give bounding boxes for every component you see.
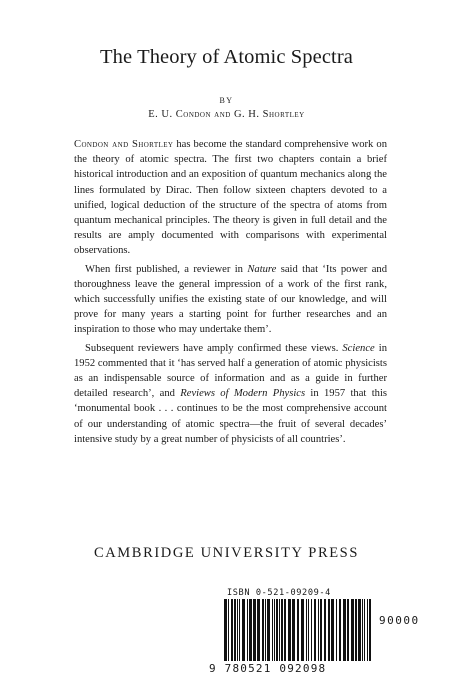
barcode-bar: [358, 599, 361, 661]
barcode-bar: [292, 599, 295, 661]
barcode-bar: [242, 599, 245, 661]
barcode-bar: [351, 599, 354, 661]
blurb-text-1: has become the standard comprehensive work on the theory of atomic spectra. The first two chapters contain a brief historical introduction and an exposition of quantum mechanics along the lines formulated by Dirac. Then follow sixteen chapters devoted to a unified, logical deduction of the structure of the spectra of atoms from quantum mechanical principles. The theory is given in full detail and the results are amply documented with comparisons with experimental observations.: [74, 139, 387, 257]
barcode-bar: [311, 599, 312, 661]
publisher: CAMBRIDGE UNIVERSITY PRESS: [93, 545, 360, 561]
barcode-bar: [320, 599, 322, 661]
barcode-bar: [308, 599, 309, 661]
barcode-bar: [234, 599, 236, 661]
barcode-bar: [231, 599, 233, 661]
journal-science: Science: [342, 342, 375, 354]
barcode-bar: [318, 599, 319, 661]
barcode-bar: [262, 599, 264, 661]
barcode-bar: [343, 599, 346, 661]
barcode-bar: [267, 599, 270, 661]
barcode-bar: [367, 599, 368, 661]
barcode-bar: [301, 599, 304, 661]
barcode-bar: [257, 599, 260, 661]
barcode-bar: [314, 599, 316, 661]
barcode-bar: [369, 599, 371, 661]
by-line: BY: [219, 96, 234, 105]
book-title: The Theory of Atomic Spectra: [100, 46, 353, 68]
barcode-bar: [339, 599, 341, 661]
barcode-bar: [228, 599, 229, 661]
barcode-bar: [288, 599, 291, 661]
barcode-bar: [328, 599, 330, 661]
barcode-bar: [364, 599, 365, 661]
barcode-bar: [336, 599, 337, 661]
barcode-bar: [276, 599, 278, 661]
blurb-paragraph-3: [74, 341, 387, 447]
barcode-bar: [253, 599, 256, 661]
barcode-bar: [279, 599, 280, 661]
barcode-bar: [355, 599, 357, 661]
authors: E. U. Condon and G. H. Shortley: [148, 109, 305, 120]
blurb-text-2b: said that ‘Its power and thoroughness leave the general impression of a work of the first rank, which successfully unifies the existing state of our knowledge, and will prove for many years a starting point for further researches and an inspiration to those who may undertake them’.: [74, 263, 387, 336]
barcode: [223, 599, 376, 663]
barcode-bar: [281, 599, 283, 661]
barcode-bar: [347, 599, 349, 661]
blurb: [74, 137, 387, 450]
blurb-text-2a: When first published, a reviewer in: [85, 263, 248, 275]
barcode-bar: [306, 599, 307, 661]
barcode-bar: [239, 599, 240, 661]
barcode-addon: 90000: [379, 614, 420, 627]
blurb-paragraph-2: [74, 262, 387, 338]
barcode-bar: [249, 599, 252, 661]
barcode-bars: [223, 599, 376, 663]
blurb-paragraph-1: [74, 137, 387, 259]
barcode-bar: [331, 599, 334, 661]
barcode-bar: [272, 599, 273, 661]
isbn-text: ISBN 0-521-09209-4: [227, 588, 331, 598]
barcode-digits: 9 780521 092098: [209, 662, 327, 675]
barcode-bar: [224, 599, 227, 661]
barcode-bar: [237, 599, 238, 661]
barcode-bar: [297, 599, 299, 661]
barcode-bar: [324, 599, 326, 661]
blurb-text-3c: in 1957 that this ‘monumental book . . . continues to be the most comprehensive account of our understanding of atomic spectra—the fruit of several decades’ intensive study by a great number of physicists of all countries’.: [74, 388, 388, 445]
barcode-bar: [265, 599, 266, 661]
blurb-text-3b: in 1952 commented that it ‘has served half a generation of atomic physicists as an indispensable source of information and as a guide in further detailed research’, and: [74, 342, 388, 400]
barcode-bar: [274, 599, 275, 661]
blurb-text-3a: Subsequent reviewers have amply confirmed these views.: [85, 342, 343, 354]
barcode-bar: [284, 599, 286, 661]
barcode-bar: [362, 599, 363, 661]
journal-rmp: Reviews of Modern Physics: [180, 388, 306, 400]
blurb-lead-authors: Condon and Shortley: [74, 139, 174, 150]
barcode-bar: [247, 599, 248, 661]
journal-nature: Nature: [247, 263, 277, 275]
